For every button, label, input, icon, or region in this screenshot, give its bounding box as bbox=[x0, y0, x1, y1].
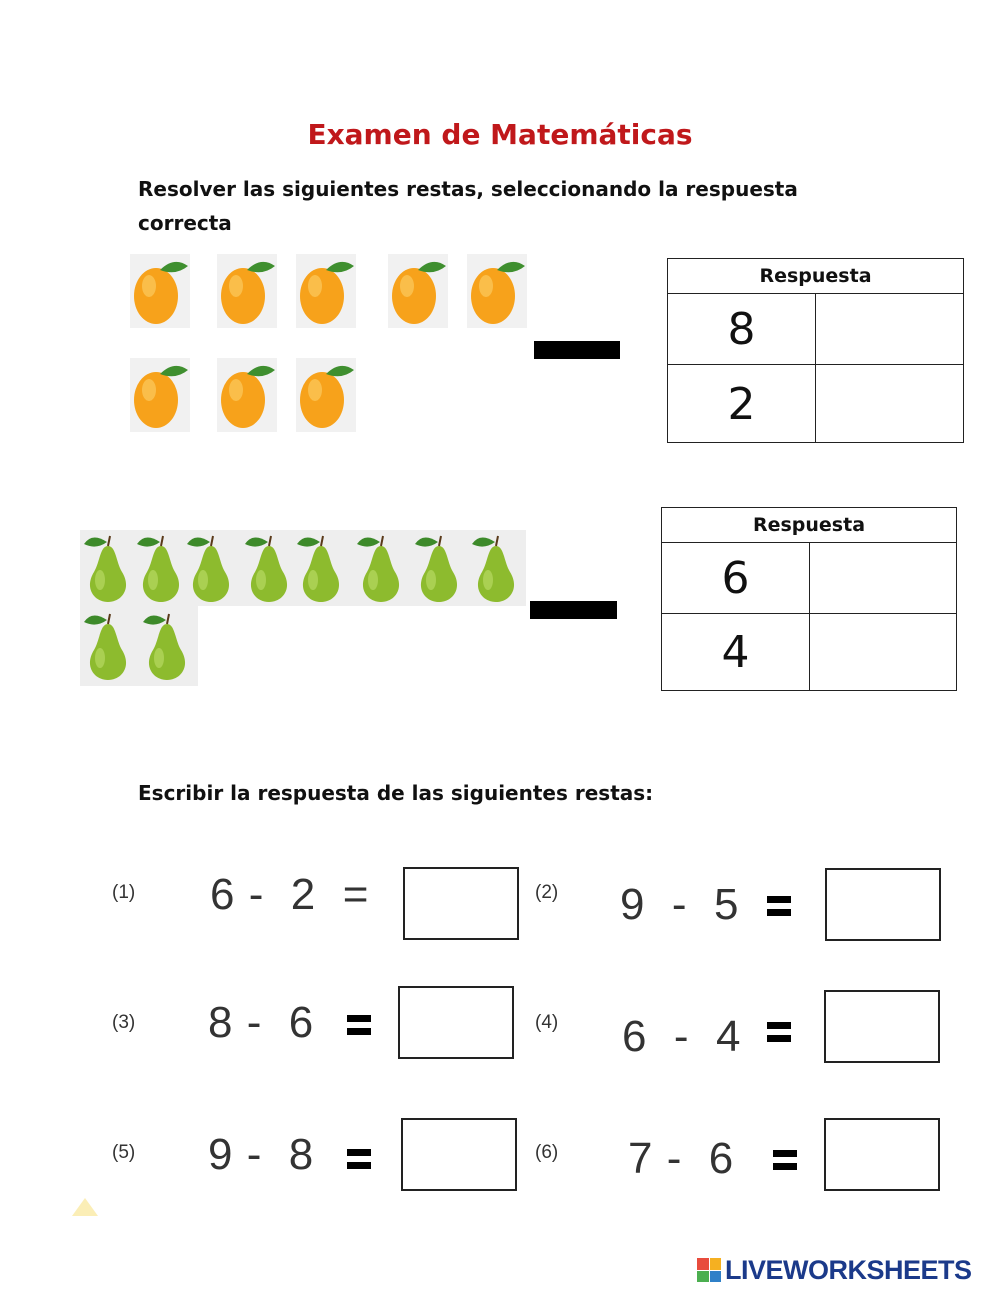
answer-select-cell[interactable] bbox=[816, 365, 963, 443]
answer-select-cell[interactable] bbox=[816, 294, 963, 364]
warning-triangle-icon bbox=[72, 1198, 98, 1216]
answer-input-box[interactable] bbox=[825, 868, 941, 941]
pear-icon bbox=[139, 610, 195, 684]
exercise-label: (2) bbox=[535, 882, 559, 903]
exercise-expression: 6 - 4 bbox=[622, 1012, 742, 1061]
exercise-expression: 7 - 6 bbox=[628, 1134, 735, 1183]
equals-sign-icon bbox=[767, 1022, 791, 1042]
brand-watermark[interactable] bbox=[697, 1255, 972, 1285]
brand-name: LIVEWORKSHEETS bbox=[725, 1254, 972, 1285]
logo-square bbox=[697, 1258, 709, 1270]
orange-icon bbox=[388, 254, 448, 328]
pear-icon bbox=[183, 532, 239, 606]
exercise-expression: 9 - 8 bbox=[208, 1130, 315, 1179]
answer-input-box[interactable] bbox=[398, 986, 514, 1059]
answer-table-header: Respuesta bbox=[662, 508, 956, 543]
answer-option[interactable]: 6 bbox=[662, 543, 810, 613]
answer-table-1 bbox=[667, 258, 964, 443]
liveworksheets-logo-icon bbox=[697, 1258, 721, 1282]
pear-icon bbox=[133, 532, 189, 606]
orange-icon bbox=[296, 254, 356, 328]
pear-icon bbox=[353, 532, 409, 606]
answer-input-box[interactable] bbox=[403, 867, 519, 940]
minus-sign-icon bbox=[534, 341, 620, 359]
answer-option-row[interactable] bbox=[668, 365, 963, 443]
answer-option[interactable]: 4 bbox=[662, 614, 810, 691]
logo-square bbox=[710, 1271, 722, 1283]
equals-sign-icon bbox=[347, 1015, 371, 1035]
answer-input-box[interactable] bbox=[824, 1118, 940, 1191]
orange-icon bbox=[217, 254, 277, 328]
instructions-part2: Escribir la respuesta de las siguientes restas: bbox=[138, 781, 654, 805]
answer-table-2 bbox=[661, 507, 957, 691]
pear-icon bbox=[293, 532, 349, 606]
pear-icon bbox=[80, 532, 136, 606]
orange-icon bbox=[217, 358, 277, 432]
answer-select-cell[interactable] bbox=[810, 614, 956, 691]
logo-square bbox=[710, 1258, 722, 1270]
answer-input-box[interactable] bbox=[401, 1118, 517, 1191]
page-title: Examen de Matemáticas bbox=[307, 118, 693, 151]
equals-sign-icon bbox=[767, 896, 791, 916]
equals-sign-icon bbox=[347, 1149, 371, 1169]
exercise-label: (3) bbox=[112, 1012, 136, 1033]
answer-option-row[interactable] bbox=[662, 543, 956, 614]
pear-icon bbox=[241, 532, 297, 606]
exercise-expression: 9 - 5 bbox=[620, 880, 740, 929]
instructions-part1: Resolver las siguientes restas, seleccionando la respuesta correcta bbox=[138, 177, 798, 235]
exercise-expression: 8 - 6 bbox=[208, 998, 315, 1047]
exercise-expression: 6 - 2 = bbox=[210, 870, 370, 919]
logo-square bbox=[697, 1271, 709, 1283]
exercise-label: (4) bbox=[535, 1012, 559, 1033]
answer-select-cell[interactable] bbox=[810, 543, 956, 613]
answer-option-row[interactable] bbox=[662, 614, 956, 691]
answer-option[interactable]: 2 bbox=[668, 365, 816, 443]
orange-icon bbox=[467, 254, 527, 328]
answer-option-row[interactable] bbox=[668, 294, 963, 365]
pear-icon bbox=[80, 610, 136, 684]
exercise-label: (1) bbox=[112, 882, 136, 903]
exercise-label: (5) bbox=[112, 1142, 136, 1163]
orange-icon bbox=[130, 358, 190, 432]
exercise-label: (6) bbox=[535, 1142, 559, 1163]
orange-icon bbox=[296, 358, 356, 432]
orange-icon bbox=[130, 254, 190, 328]
answer-input-box[interactable] bbox=[824, 990, 940, 1063]
pear-icon bbox=[411, 532, 467, 606]
answer-table-header: Respuesta bbox=[668, 259, 963, 294]
pear-icon bbox=[468, 532, 524, 606]
answer-option[interactable]: 8 bbox=[668, 294, 816, 364]
minus-sign-icon bbox=[530, 601, 617, 619]
equals-sign-icon bbox=[773, 1150, 797, 1170]
